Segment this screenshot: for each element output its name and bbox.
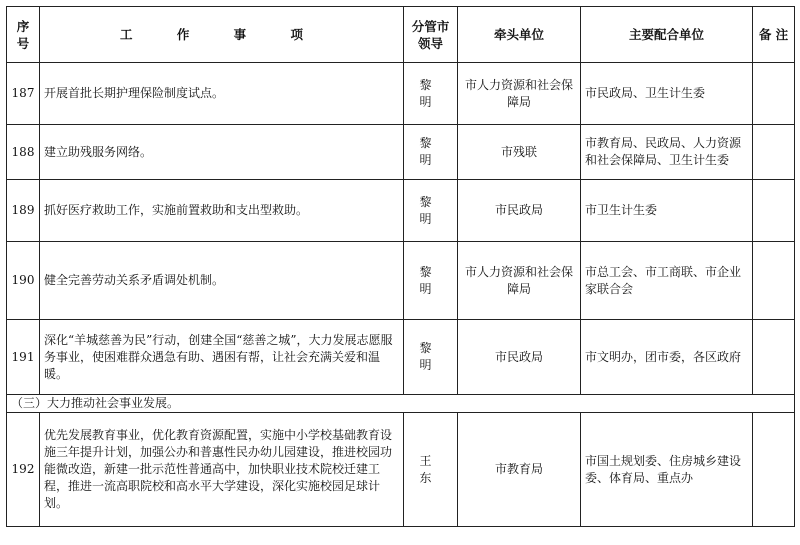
row-leader: 黎 明 <box>404 320 458 395</box>
header-lead-unit: 牵头单位 <box>458 7 581 63</box>
row-note <box>753 320 795 395</box>
row-coop-units: 市总工会、市工商联、市企业家联合会 <box>581 242 753 320</box>
task-table-page <box>6 6 795 527</box>
row-note <box>753 180 795 242</box>
header-row <box>7 7 795 63</box>
row-coop-units: 市教育局、民政局、人力资源和社会保障局、卫生计生委 <box>581 125 753 180</box>
row-leader: 黎 明 <box>404 125 458 180</box>
row-item: 开展首批长期护理保险制度试点。 <box>40 63 404 125</box>
row-note <box>753 63 795 125</box>
row-lead-unit: 市人力资源和社会保障局 <box>458 242 581 320</box>
header-item: 工 作 事 项 <box>40 7 404 63</box>
row-note <box>753 413 795 527</box>
section-heading: （三）大力推动社会事业发展。 <box>7 395 795 413</box>
row-seq: 190 <box>7 242 40 320</box>
row-seq: 191 <box>7 320 40 395</box>
row-coop-units: 市卫生计生委 <box>581 180 753 242</box>
row-note <box>753 125 795 180</box>
row-leader: 黎 明 <box>404 180 458 242</box>
row-coop-units: 市文明办，团市委，各区政府 <box>581 320 753 395</box>
header-leader: 分管市领导 <box>404 7 458 63</box>
row-leader: 黎 明 <box>404 63 458 125</box>
row-item: 抓好医疗救助工作，实施前置救助和支出型救助。 <box>40 180 404 242</box>
task-table <box>6 6 795 527</box>
table-row <box>7 413 795 527</box>
row-item: 健全完善劳动关系矛盾调处机制。 <box>40 242 404 320</box>
row-lead-unit: 市民政局 <box>458 320 581 395</box>
row-coop-units: 市民政局、卫生计生委 <box>581 63 753 125</box>
row-note <box>753 242 795 320</box>
row-seq: 188 <box>7 125 40 180</box>
header-note: 备 注 <box>753 7 795 63</box>
row-lead-unit: 市民政局 <box>458 180 581 242</box>
table-row <box>7 180 795 242</box>
row-seq: 192 <box>7 413 40 527</box>
row-lead-unit: 市残联 <box>458 125 581 180</box>
table-row <box>7 320 795 395</box>
table-row <box>7 125 795 180</box>
row-item: 建立助残服务网络。 <box>40 125 404 180</box>
row-seq: 189 <box>7 180 40 242</box>
table-row <box>7 242 795 320</box>
row-leader: 王 东 <box>404 413 458 527</box>
header-seq: 序号 <box>7 7 40 63</box>
row-seq: 187 <box>7 63 40 125</box>
row-item: 深化“羊城慈善为民”行动，创建全国“慈善之城”，大力发展志愿服务事业，使困难群众遇急有助、遇困有帮，让社会充满关爱和温暖。 <box>40 320 404 395</box>
row-lead-unit: 市人力资源和社会保障局 <box>458 63 581 125</box>
row-coop-units: 市国土规划委、住房城乡建设委、体育局、重点办 <box>581 413 753 527</box>
header-coop-units: 主要配合单位 <box>581 7 753 63</box>
table-row <box>7 63 795 125</box>
row-item: 优先发展教育事业，优化教育资源配置，实施中小学校基础教育设施三年提升计划，加强公办和普惠性民办幼儿园建设，推进校园功能微改造，新建一批示范性普通高中，加快职业技术院校迁建工程，推进一流高职院校和高水平大学建设，深化实施校园足球计划。 <box>40 413 404 527</box>
row-leader: 黎 明 <box>404 242 458 320</box>
section-row <box>7 395 795 413</box>
row-lead-unit: 市教育局 <box>458 413 581 527</box>
